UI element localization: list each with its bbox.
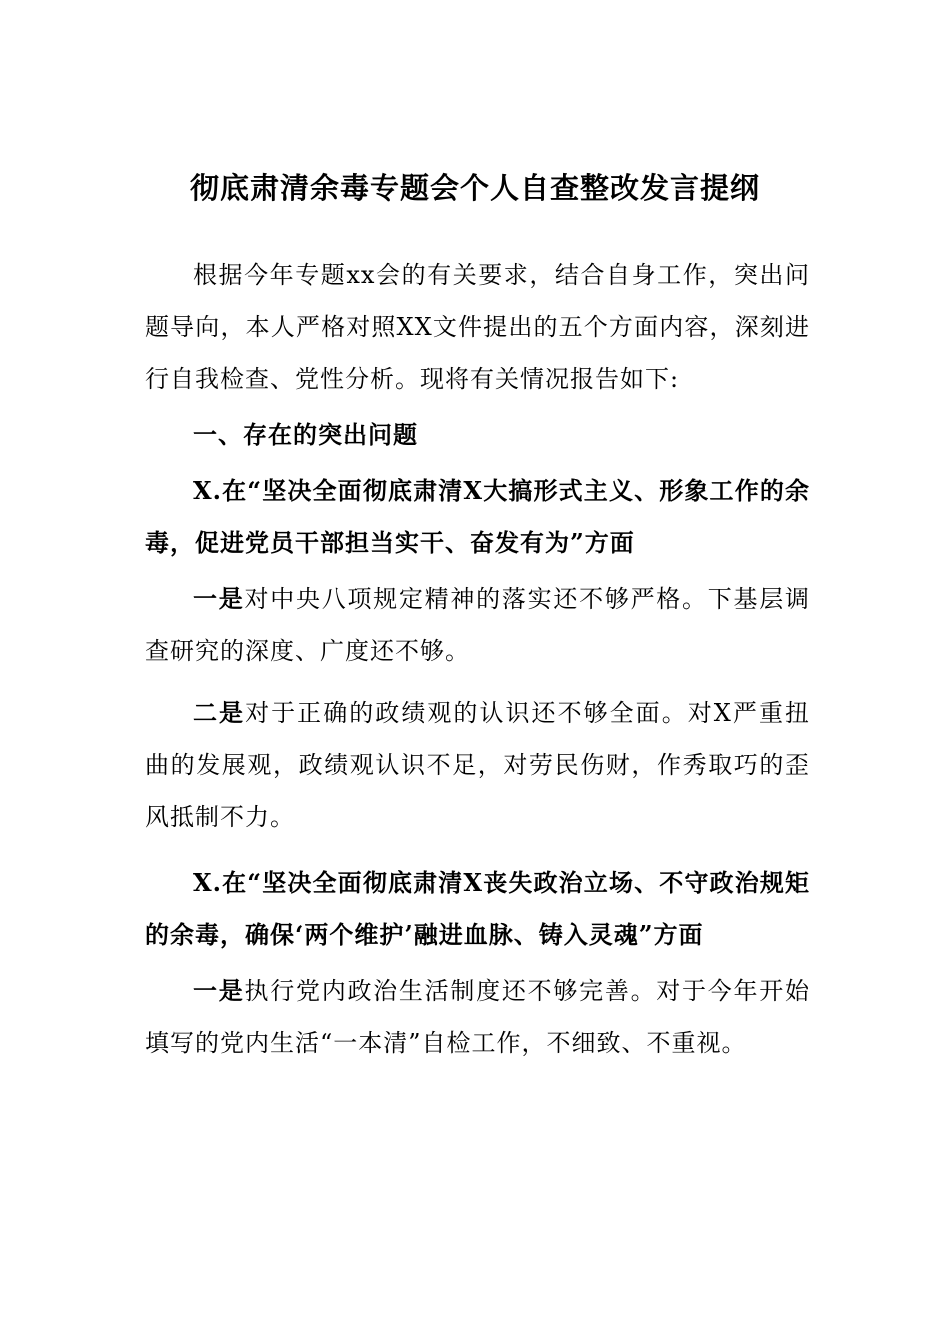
subsection-heading-1: X.在“坚决全面彻底肃清X大搞形式主义、形象工作的余毒，促进党员干部担当实干、奋发有为”方面 <box>145 476 810 557</box>
document-body <box>145 249 810 1069</box>
subsection-heading-2: X.在“坚决全面彻底肃清X丧失政治立场、不守政治规矩的余毒，确保‘两个维护’融进血脉、铸入灵魂”方面 <box>145 868 810 949</box>
item-lead: 一是 <box>193 584 245 613</box>
item-text: 对于正确的政绩观的认识还不够全面。对X严重扭曲的发展观，政绩观认识不足，对劳民伤财，作秀取巧的歪风抵制不力。 <box>145 699 811 831</box>
item-text: 对中央八项规定精神的落实还不够严格。下基层调查研究的深度、广度还不够。 <box>145 585 811 665</box>
section-heading-problems: 一、存在的突出问题 <box>193 420 418 449</box>
document-title: 彻底肃清余毒专题会个人自查整改发言提纲 <box>189 171 760 205</box>
list-item <box>145 687 810 843</box>
item-text: 执行党内政治生活制度还不够完善。对于今年开始填写的党内生活“一本清”自检工作，不细致、不重视。 <box>145 977 811 1057</box>
list-item <box>145 965 810 1069</box>
item-lead: 二是 <box>193 698 246 727</box>
list-item <box>145 573 810 677</box>
item-lead: 一是 <box>193 976 245 1005</box>
intro-paragraph: 根据今年专题xx会的有关要求，结合自身工作，突出问题导向，本人严格对照XX文件提出的五个方面内容，深刻进行自我检查、党性分析。现将有关情况报告如下: <box>145 261 810 393</box>
